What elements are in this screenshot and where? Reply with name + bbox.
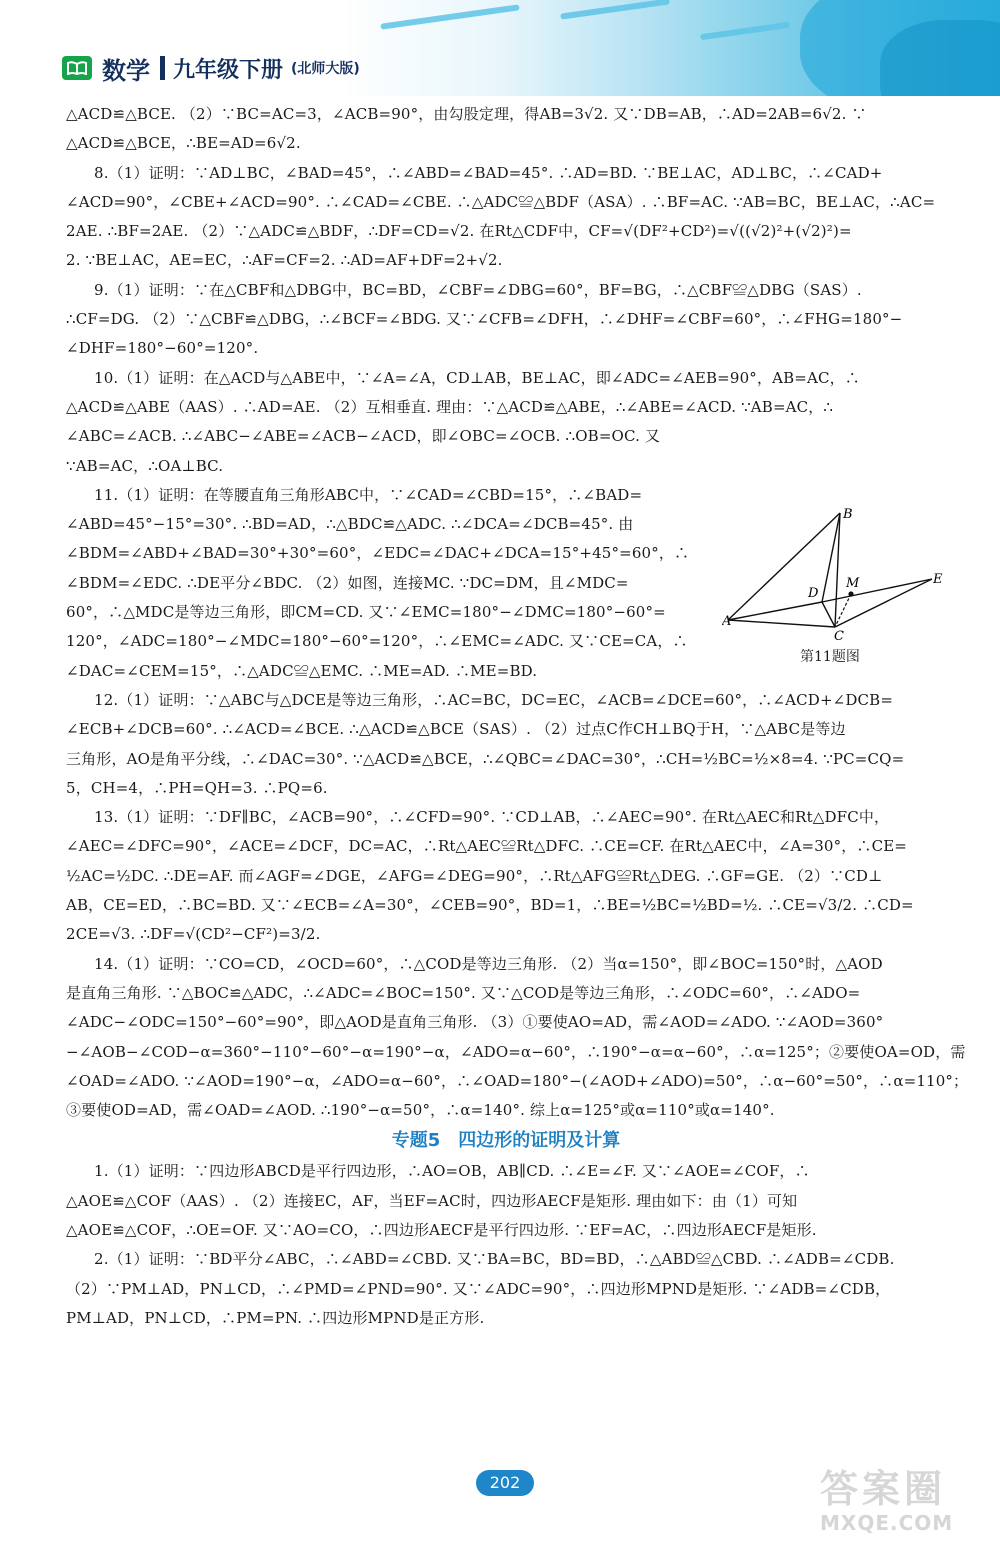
grade-title: 九年级下册 bbox=[173, 57, 284, 83]
text-line: ∠ABD=45°−15°=30°. ∴BD=AD，∴△BDC≌△ADC. ∴∠DCA=∠DCB=45°. 由 bbox=[66, 515, 634, 534]
text-line: 13.（1）证明：∵DF∥BC，∠ACB=90°，∴∠CFD=90°. ∵CD⊥AB，∴∠AEC=90°. 在Rt△AEC和Rt△DFC中， bbox=[94, 808, 890, 827]
text-line: △AOE≌△COF（AAS）. （2）连接EC，AF，当EF=AC时，四边形AECF是矩形. 理由如下：由（1）可知 bbox=[66, 1191, 798, 1210]
banner-streak bbox=[700, 22, 790, 40]
header-divider bbox=[160, 56, 165, 80]
label-b: B bbox=[843, 507, 853, 522]
segment-bc bbox=[835, 513, 840, 627]
text-line: △ACD≌△BCE. （2）∵BC=AC=3，∠ACB=90°，由勾股定理，得AB=3√2. 又∵DB=AB，∴AD=2AB=6√2. ∵ bbox=[66, 105, 867, 123]
text-line: ∠BDM=∠ABD+∠BAD=30°+30°=60°，∠EDC=∠DAC+∠DCA=15°+45°=60°，∴ bbox=[66, 544, 690, 563]
text-line: 5，CH=4，∴PH=QH=3. ∴PQ=6. bbox=[66, 778, 328, 797]
text-line: ∴CF=DG. （2）∵△CBF≌△DBG，∴∠BCF=∠BDG. 又∵∠CFB=∠DFH，∴∠DHF=∠CBF=60°，∴∠FHG=180°− bbox=[66, 310, 903, 329]
text-line: ∠ECB+∠DCB=60°. ∴∠ACD=∠BCE. ∴△ACD≌△BCE（SAS）. （2）过点C作CH⊥BQ于H，∵△ABC是等边 bbox=[66, 720, 846, 739]
segment-dc bbox=[822, 602, 835, 627]
label-m: M bbox=[846, 576, 860, 591]
section-title: 专题5 四边形的证明及计算 bbox=[391, 1130, 621, 1152]
text-line: 10.（1）证明：在△ACD与△ABE中，∵∠A=∠A，CD⊥AB，BE⊥AC，即∠ADC=∠AEB=90°，AB=AC，∴ bbox=[94, 368, 860, 387]
text-line: 8.（1）证明：∵AD⊥BC，∠BAD=45°，∴∠ABD=∠BAD=45°. ∴AD=BD. ∵BE⊥AC，AD⊥BC，∴∠CAD+ bbox=[94, 163, 883, 182]
text-line: ∠AEC=∠DFC=90°，∠ACE=∠DCF，DC=AC，∴Rt△AEC≌Rt△DFC. ∴CE=CF. 在Rt△AEC中，∠A=30°，∴CE= bbox=[66, 837, 908, 856]
watermark bbox=[820, 1458, 990, 1540]
book-icon bbox=[62, 56, 92, 80]
text-line: ∠ACD=90°，∠CBE+∠ACD=90°. ∴∠CAD=∠CBE. ∴△ADC≌△BDF（ASA）. ∴BF=AC. ∵AB=BC，BE⊥AC，∴AC= bbox=[66, 192, 936, 211]
point-m bbox=[848, 591, 853, 596]
header-title-row bbox=[62, 50, 360, 86]
text-line: ∠ABC=∠ACB. ∴∠ABC−∠ABE=∠ACB−∠ACD，即∠OBC=∠OCB. ∴OB=OC. 又 bbox=[66, 427, 661, 446]
text-line: 11.（1）证明：在等腰直角三角形ABC中，∵∠CAD=∠CBD=15°，∴∠BAD= bbox=[94, 485, 643, 504]
subject-title: 数学 bbox=[102, 56, 150, 85]
question-11-block bbox=[66, 481, 716, 686]
text-line: ∠DHF=180°−60°=120°. bbox=[66, 339, 259, 358]
text-line: ∠ADC−∠ODC=150°−60°=90°，即△AOD是直角三角形. （3）①要使AO=AD，需∠AOD=∠ADO. ∵∠AOD=360° bbox=[66, 1013, 884, 1032]
edition-label: (北师大版) bbox=[291, 61, 360, 77]
segment-ac bbox=[728, 620, 835, 627]
page-number: 202 bbox=[476, 1470, 534, 1496]
segment-ad bbox=[728, 602, 822, 620]
header-banner bbox=[0, 0, 1000, 96]
text-line: 2.（1）证明：∵BD平分∠ABC，∴∠ABD=∠CBD. 又∵BA=BC，BD=BD，∴△ABD≌△CBD. ∴∠ADB=∠CDB. bbox=[94, 1250, 895, 1269]
text-line: 9.（1）证明：∵在△CBF和△DBG中，BC=BD，∠CBF=∠DBG=60°，BF=BG，∴△CBF≌△DBG（SAS）. bbox=[94, 280, 862, 299]
segment-de bbox=[822, 579, 932, 602]
watermark-url: MXQE.COM bbox=[820, 1511, 954, 1535]
geometry-figure-q11 bbox=[722, 505, 962, 665]
text-line: PM⊥AD，PN⊥CD，∴PM=PN. ∴四边形MPND是正方形. bbox=[66, 1308, 485, 1327]
text-line: 2. ∵BE⊥AC，AE=EC，∴AF=CF=2. ∴AD=AF+DF=2+√2. bbox=[66, 251, 503, 270]
text-line: ∠OAD=∠ADO. ∵∠AOD=190°−α，∠ADO=α−60°，∴∠OAD=180°−(∠AOD+∠ADO)=50°，∴α−60°=50°，∴α=110°； bbox=[66, 1071, 969, 1090]
text-line: ③要使OD=AD，需∠OAD=∠AOD. ∴190°−α=50°，∴α=140°. 综上α=125°或α=110°或α=140°. bbox=[66, 1101, 775, 1120]
banner-streak bbox=[560, 0, 670, 20]
label-e: E bbox=[933, 572, 943, 587]
label-c: C bbox=[834, 629, 844, 644]
banner-streak bbox=[380, 4, 519, 29]
watermark-title: 答案圈 bbox=[820, 1467, 947, 1511]
text-line: △AOE≌△COF，∴OE=OF. 又∵AO=CO，∴四边形AECF是平行四边形. ∵EF=AC，∴四边形AECF是矩形. bbox=[66, 1220, 817, 1239]
text-line: AB，CE=ED，∴BC=BD. 又∵∠ECB=∠A=30°，∠CEB=90°，BD=1，∴BE=½BC=½BD=½. ∴CE=√3/2. ∴CD= bbox=[66, 896, 914, 915]
text-line: 2AE. ∴BF=2AE. （2）∵△ADC≌△BDF，∴DF=CD=√2. 在Rt△CDF中，CF=√(DF²+CD²)=√((√2)²+(√2)²)= bbox=[66, 222, 852, 241]
text-line: ∵AB=AC，∴OA⊥BC. bbox=[66, 456, 224, 475]
text-line: 是直角三角形. ∵△BOC≌△ADC，∴∠ADC=∠BOC=150°. 又∵△COD是等边三角形，∴∠ODC=60°，∴∠ADO= bbox=[66, 983, 861, 1002]
figure-caption: 第11题图 bbox=[800, 649, 860, 665]
text-line: 2CE=√3. ∴DF=√(CD²−CF²)=3/2. bbox=[66, 925, 321, 944]
text-line: 120°，∠ADC=180°−∠MDC=180°−60°=120°，∴∠EMC=∠ADC. 又∵CE=CA，∴ bbox=[66, 632, 688, 651]
text-line: △ACD≌△BCE，∴BE=AD=6√2. bbox=[66, 134, 301, 153]
text-line: 1.（1）证明：∵四边形ABCD是平行四边形，∴AO=OB，AB∥CD. ∴∠E=∠F. 又∵∠AOE=∠COF，∴ bbox=[94, 1162, 810, 1181]
text-line: 14.（1）证明：∵CO=CD，∠OCD=60°，∴△COD是等边三角形. （2）当α=150°，即∠BOC=150°时，△AOD bbox=[94, 954, 883, 973]
text-line: △ACD≌△ABE（AAS）. ∴AD=AE. （2）互相垂直. 理由：∵△ACD≌△ABE，∴∠ABE=∠ACD. ∵AB=AC，∴ bbox=[66, 397, 834, 416]
text-line: 12.（1）证明：∵△ABC与△DCE是等边三角形，∴AC=BC，DC=EC，∠ACB=∠DCE=60°，∴∠ACD+∠DCB= bbox=[94, 690, 894, 709]
answer-content bbox=[66, 100, 969, 1333]
text-line: −∠AOB−∠COD−α=360°−110°−60°−α=190°−α，∠ADO=α−60°，∴190°−α=α−60°，∴α=125°；②要使OA=OD，需 bbox=[66, 1042, 966, 1061]
text-line: 三角形，AO是角平分线，∴∠DAC=30°. ∵△ACD≌△BCE，∴∠QBC=∠DAC=30°，∴CH=½BC=½×8=4. ∵PC=CQ= bbox=[66, 749, 905, 768]
text-line: （2）∵PM⊥AD，PN⊥CD，∴∠PMD=∠PND=90°. 又∵∠ADC=90°，∴四边形MPND是矩形. ∵∠ADB=∠CDB， bbox=[66, 1279, 891, 1298]
label-a: A bbox=[722, 614, 732, 629]
text-line: ∠DAC=∠CEM=15°，∴△ADC≌△EMC. ∴ME=AD. ∴ME=BD. bbox=[66, 661, 538, 680]
label-d: D bbox=[808, 586, 819, 601]
text-line: 60°，∴△MDC是等边三角形，即CM=CD. 又∵∠EMC=180°−∠DMC=180°−60°= bbox=[66, 603, 666, 622]
text-line: ½AC=½DC. ∴DE=AF. 而∠AGF=∠DGE，∠AFG=∠DEG=90°，∴Rt△AFG≌Rt△DEG. ∴GF=GE. （2）∵CD⊥ bbox=[66, 866, 883, 885]
text-line: ∠BDM=∠EDC. ∴DE平分∠BDC. （2）如图，连接MC. ∵DC=DM，且∠MDC= bbox=[66, 573, 629, 592]
